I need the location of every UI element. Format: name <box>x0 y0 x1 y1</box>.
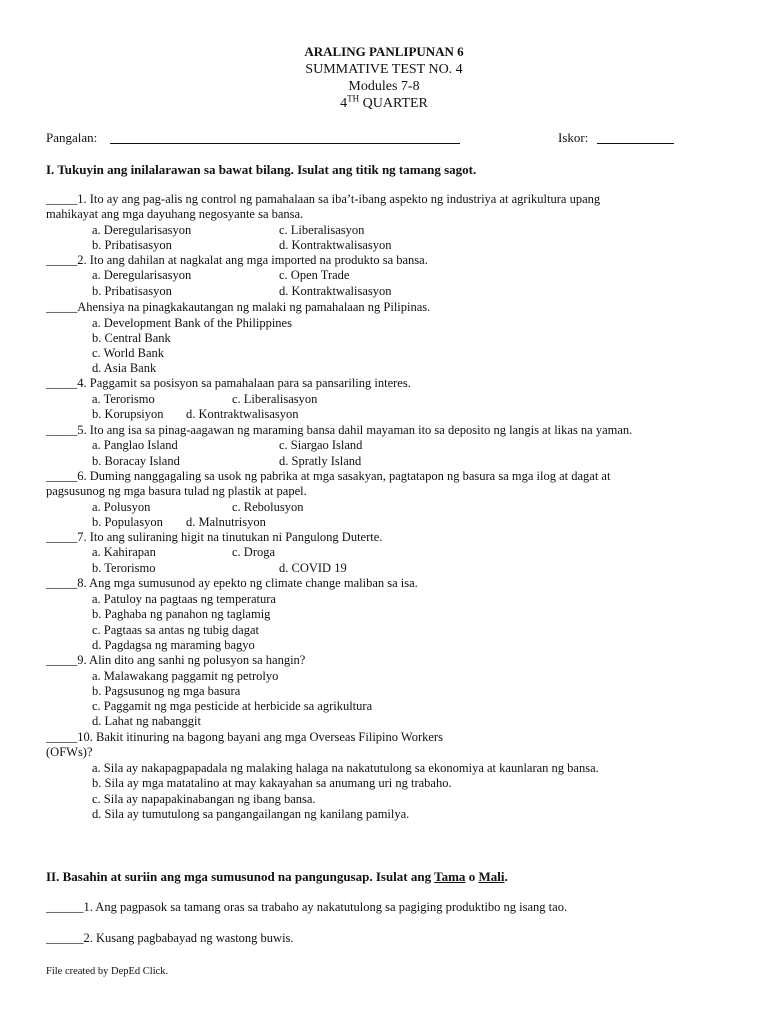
q7-choice-a: a. Kahirapan <box>92 545 156 559</box>
q3-choice-c: c. World Bank <box>92 346 165 360</box>
quarter-label <box>0 93 768 111</box>
q6-choice-d: d. Malnutrisyon <box>186 515 266 529</box>
q10-choice-d: d. Sila ay tumutulong sa pangangailangan ng kanilang pamilya. <box>92 807 410 821</box>
part2-instruction <box>46 869 508 884</box>
q4-choice-c: c. Liberalisasyon <box>232 392 318 406</box>
part1-instruction: I. Tukuyin ang inilalarawan sa bawat bilang. Isulat ang titik ng tamang sagot. <box>46 162 477 177</box>
q8-choice-c: c. Pagtaas sa antas ng tubig dagat <box>92 623 259 637</box>
q6-stem: _____6. Duming nanggagaling sa usok ng pabrika at mga sasakyan, pagtatapon ng basura sa mga ilog at dagat at <box>46 469 611 483</box>
modules-text: Modules 7-8 <box>348 79 420 94</box>
q8-choice-b: b. Paghaba ng panahon ng taglamig <box>92 607 271 621</box>
q1-choice-a: a. Deregularisasyon <box>92 223 192 237</box>
q8-stem: _____8. Ang mga sumusunod ay epekto ng climate change maliban sa isa. <box>46 576 418 590</box>
q7-choice-b: b. Terorismo <box>92 561 156 575</box>
q2-choice-c: c. Open Trade <box>279 268 350 282</box>
or-word: o <box>465 869 479 884</box>
q4-choice-b: b. Korupsiyon <box>92 407 164 421</box>
footer-credit: File created by DepEd Click. <box>46 966 169 977</box>
q6-choice-a: a. Polusyon <box>92 500 151 514</box>
q4-stem: _____4. Paggamit sa posisyon sa pamahalaan para sa pansariling interes. <box>46 376 411 390</box>
q10-choice-c: c. Sila ay napapakinabangan ng ibang bansa. <box>92 792 316 806</box>
q2-choice-d: d. Kontraktwalisasyon <box>279 284 392 298</box>
q1-choice-b: b. Pribatisasyon <box>92 238 172 252</box>
quarter-superscript: TH <box>347 93 360 104</box>
q10-stem: _____10. Bakit itinuring na bagong bayani ang mga Overseas Filipino Workers <box>46 730 443 744</box>
q8-choice-a: a. Patuloy na pagtaas ng temperatura <box>92 592 276 606</box>
test-title: SUMMATIVE TEST NO. 4 <box>305 62 463 77</box>
q7-choice-c: c. Droga <box>232 545 276 559</box>
q5-choice-a: a. Panglao Island <box>92 438 178 452</box>
q3-choice-b: b. Central Bank <box>92 331 171 345</box>
modules-label <box>0 79 768 94</box>
q10-choice-b: b. Sila ay mga matatalino at may kakayahan sa anumang uri ng trabaho. <box>92 776 452 790</box>
q6-choice-c: c. Rebolusyon <box>232 500 304 514</box>
q9-choice-d: d. Lahat ng nabanggit <box>92 714 201 728</box>
q5-choice-b: b. Boracay Island <box>92 454 180 468</box>
subject-title: ARALING PANLIPUNAN 6 <box>304 44 464 59</box>
q2-choice-b: b. Pribatisasyon <box>92 284 172 298</box>
q9-choice-c: c. Paggamit ng mga pesticide at herbicide sa agrikultura <box>92 699 373 713</box>
q7-choice-d: d. COVID 19 <box>279 561 347 575</box>
q9-choice-b: b. Pagsusunog ng mga basura <box>92 684 241 698</box>
q3-stem: _____Ahensiya na pinagkakautangan ng malaki ng pamahalaan ng Pilipinas. <box>46 300 431 314</box>
name-label: Pangalan: <box>46 130 98 145</box>
score-label: Iskor: <box>558 130 589 145</box>
q6-stem-cont: pagsusunog ng mga basura tulad ng plastik at papel. <box>46 484 307 498</box>
part2-item-2: ______2. Kusang pagbabayad ng wastong buwis. <box>46 931 294 945</box>
q1-stem: _____1. Ito ay ang pag-alis ng control ng pamahalaan sa iba’t-ibang aspekto ng industriya at agrikultura upang <box>46 192 601 206</box>
q4-choice-a: a. Terorismo <box>92 392 155 406</box>
name-field[interactable] <box>110 143 460 144</box>
q1-stem-cont: mahikayat ang mga dayuhang negosyante sa bansa. <box>46 207 304 221</box>
q2-stem: _____2. Ito ang dahilan at nagkalat ang mga imported na produkto sa bansa. <box>46 253 428 267</box>
q4-choice-d: d. Kontraktwalisasyon <box>186 407 299 421</box>
q1-choice-d: d. Kontraktwalisasyon <box>279 238 392 252</box>
q5-choice-d: d. Spratly Island <box>279 454 362 468</box>
part2-instruction-text: II. Basahin at suriin ang mga sumusunod na pangungusap. Isulat ang <box>46 869 435 884</box>
q8-choice-d: d. Pagdagsa ng maraming bagyo <box>92 638 255 652</box>
q5-choice-c: c. Siargao Island <box>279 438 363 452</box>
q2-choice-a: a. Deregularisasyon <box>92 268 192 282</box>
q7-stem: _____7. Ito ang suliraning higit na tinutukan ni Pangulong Duterte. <box>46 530 383 544</box>
q3-choice-a: a. Development Bank of the Philippines <box>92 316 292 330</box>
mali-word: Mali <box>478 869 505 884</box>
q9-stem: _____9. Alin dito ang sanhi ng polusyon sa hangin? <box>46 653 306 667</box>
q5-stem: _____5. Ito ang isa sa pinag-aagawan ng maraming bansa dahil mayaman ito sa deposito ng langis at likas na yaman. <box>46 423 633 437</box>
q10-stem-cont: (OFWs)? <box>46 745 93 759</box>
instruction-period: . <box>504 869 508 884</box>
q10-choice-a: a. Sila ay nakapagpapadala ng malaking halaga na nakatutulong sa ekonomiya at kaunlaran ng bansa. <box>92 761 599 775</box>
q1-choice-c: c. Liberalisasyon <box>279 223 365 237</box>
score-field[interactable] <box>597 143 674 144</box>
q3-choice-d: d. Asia Bank <box>92 361 157 375</box>
quarter-number: 4 <box>340 96 348 111</box>
quarter-word: QUARTER <box>362 96 428 111</box>
q9-choice-a: a. Malawakang paggamit ng petrolyo <box>92 669 279 683</box>
part2-item-1: ______1. Ang pagpasok sa tamang oras sa trabaho ay nakatutulong sa pagiging produktibo ng isang tao. <box>46 900 568 914</box>
tama-word: Tama <box>434 869 466 884</box>
q6-choice-b: b. Populasyon <box>92 515 163 529</box>
